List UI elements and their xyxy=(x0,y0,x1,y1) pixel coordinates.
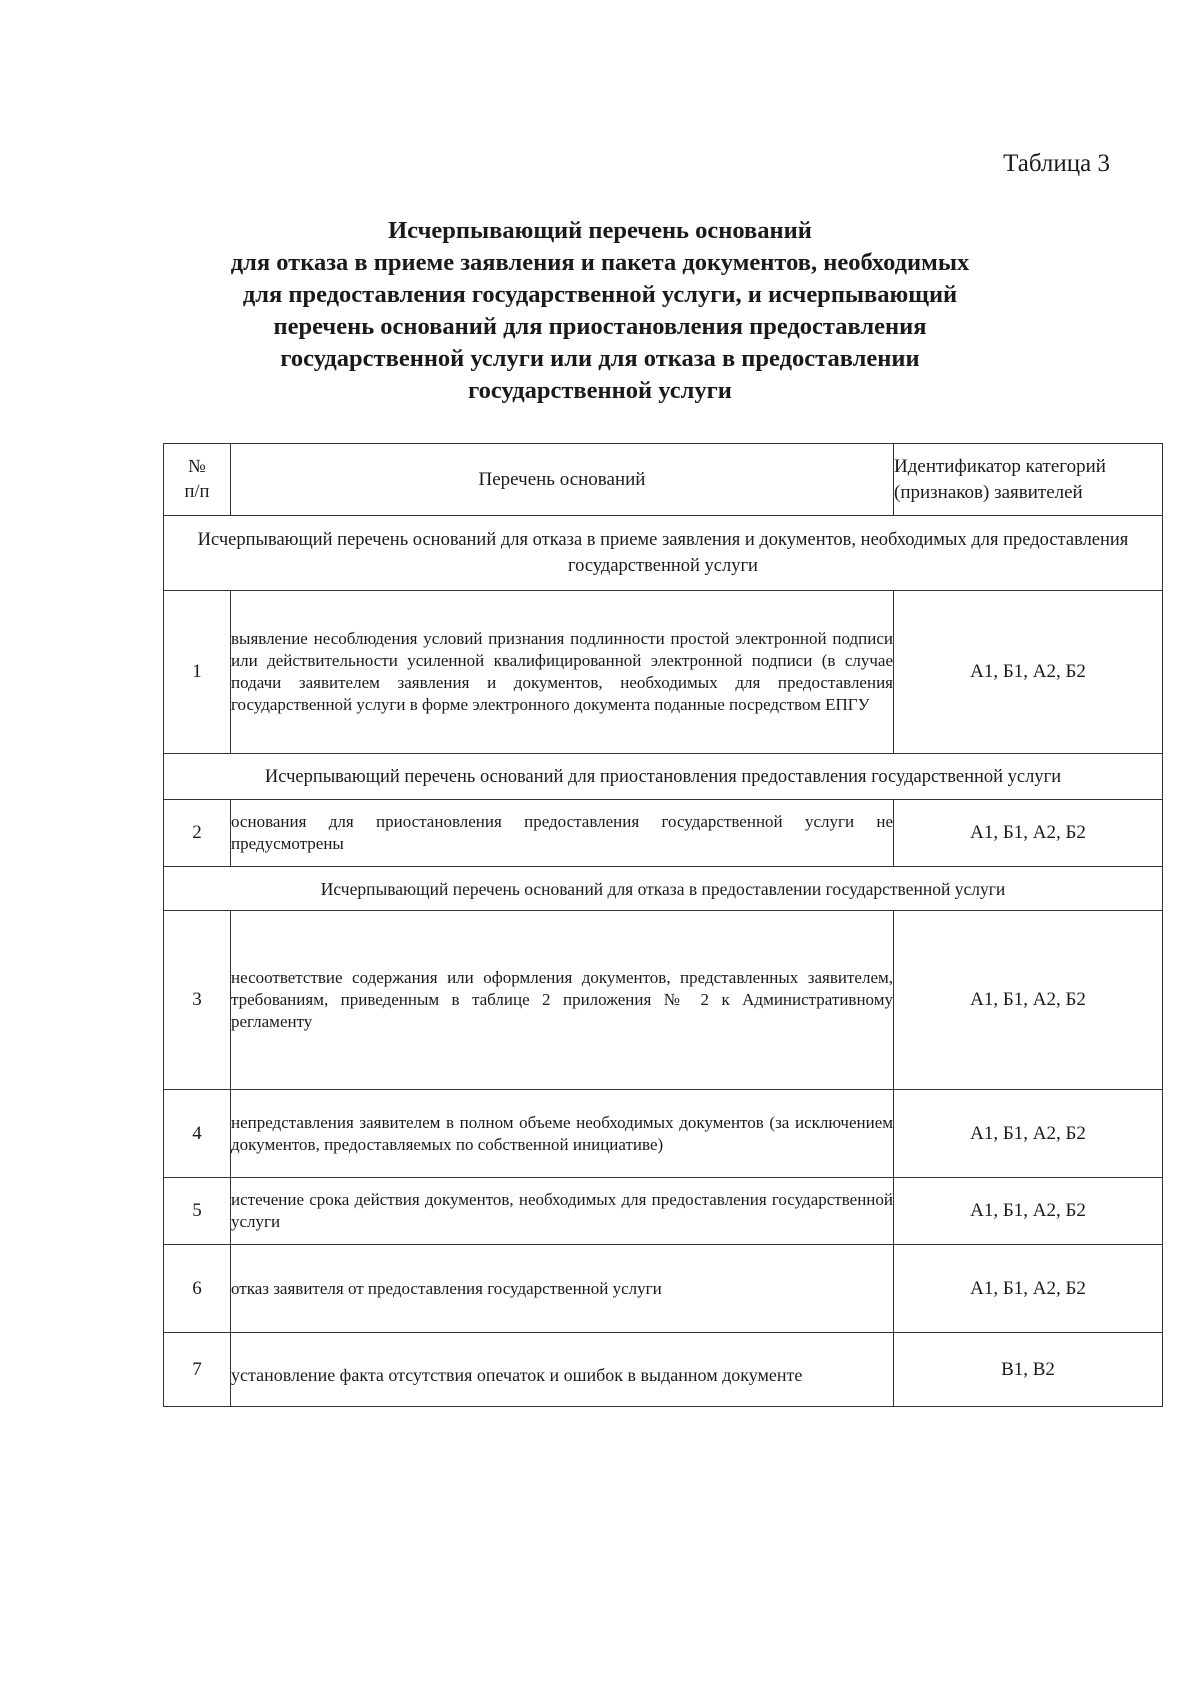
row-number: 6 xyxy=(164,1245,231,1333)
row-category: В1, В2 xyxy=(894,1333,1163,1407)
table-row xyxy=(164,800,1163,867)
row-reason: установление факта отсутствия опечаток и ошибок в выданном документе xyxy=(231,1333,894,1407)
header-category-cell xyxy=(894,444,1163,516)
reasons-table xyxy=(163,443,1163,1407)
table-label: Таблица 3 xyxy=(1003,150,1110,177)
section-row xyxy=(164,516,1163,591)
row-reason: непредставления заявителем в полном объеме необходимых документов (за исключением документов, предоставляемых по собственной инициативе) xyxy=(231,1090,894,1178)
row-reason: основания для приостановления предоставления государственной услуги не предусмотрены xyxy=(231,800,894,867)
row-category: А1, Б1, А2, Б2 xyxy=(894,1245,1163,1333)
row-number: 7 xyxy=(164,1333,231,1407)
header-num-abbr: п/п xyxy=(184,481,210,502)
table-row xyxy=(164,1333,1163,1407)
row-reason: несоответствие содержания или оформления документов, представленных заявителем, требованиям, приведенным в таблице 2 приложения № 2 к Административному регламенту xyxy=(231,911,894,1090)
title-line: государственной услуги или для отказа в предоставлении xyxy=(280,345,920,372)
section-row xyxy=(164,867,1163,911)
row-number: 5 xyxy=(164,1178,231,1245)
row-category: А1, Б1, А2, Б2 xyxy=(894,800,1163,867)
row-number: 3 xyxy=(164,911,231,1090)
document-title xyxy=(150,215,1050,407)
row-number: 4 xyxy=(164,1090,231,1178)
row-number: 2 xyxy=(164,800,231,867)
section-row xyxy=(164,754,1163,800)
table-row xyxy=(164,591,1163,754)
title-line: для отказа в приеме заявления и пакета документов, необходимых xyxy=(230,249,970,276)
header-category-line: (признаков) заявителей xyxy=(894,481,1083,503)
row-category: А1, Б1, А2, Б2 xyxy=(894,911,1163,1090)
row-category: А1, Б1, А2, Б2 xyxy=(894,591,1163,754)
title-line: государственной услуги xyxy=(468,377,732,404)
row-category: А1, Б1, А2, Б2 xyxy=(894,1178,1163,1245)
row-category: А1, Б1, А2, Б2 xyxy=(894,1090,1163,1178)
header-num-symbol: № xyxy=(188,456,206,477)
section-heading: Исчерпывающий перечень оснований для отказа в предоставлении государственной услуги xyxy=(164,867,1163,911)
header-num-cell xyxy=(164,444,231,516)
row-reason: отказ заявителя от предоставления государственной услуги xyxy=(231,1245,894,1333)
row-reason: истечение срока действия документов, необходимых для предоставления государственной услуги xyxy=(231,1178,894,1245)
title-line: для предоставления государственной услуги, и исчерпывающий xyxy=(242,281,958,308)
title-line: Исчерпывающий перечень оснований xyxy=(388,217,812,244)
table-row xyxy=(164,1178,1163,1245)
title-line: перечень оснований для приостановления предоставления xyxy=(273,313,927,340)
table-row xyxy=(164,1090,1163,1178)
row-reason: выявление несоблюдения условий признания подлинности простой электронной подписи или действительности усиленной квалифицированной электронной подписи (в случае подачи заявителем заявления и документов, необходимых для предоставления государственной услуги в форме электронного документа поданные посредством ЕПГУ xyxy=(231,591,894,754)
row-number: 1 xyxy=(164,591,231,754)
header-reasons: Перечень оснований xyxy=(231,444,894,516)
header-category-line: Идентификатор категорий xyxy=(894,455,1106,477)
table-row xyxy=(164,911,1163,1090)
table-header-row xyxy=(164,444,1163,516)
section-heading: Исчерпывающий перечень оснований для приостановления предоставления государственной услуги xyxy=(164,754,1163,800)
table-row xyxy=(164,1245,1163,1333)
section-heading: Исчерпывающий перечень оснований для отказа в приеме заявления и документов, необходимых для предоставления государственной услуги xyxy=(164,516,1163,591)
